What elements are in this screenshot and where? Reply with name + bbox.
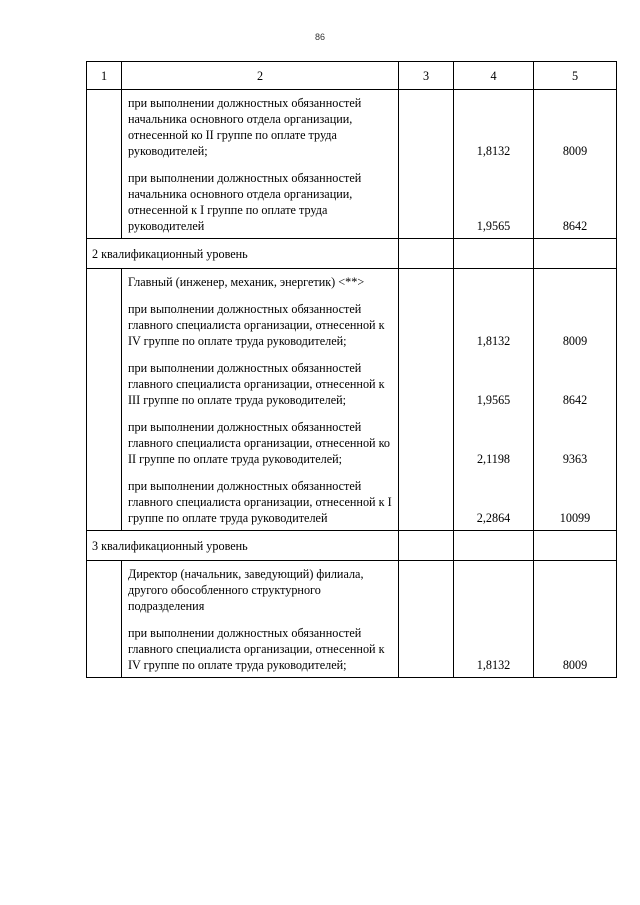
empty-cell — [534, 239, 617, 269]
coefficient-value-slot — [460, 625, 527, 673]
empty-cell — [87, 561, 122, 678]
coefficient-value-slot — [460, 478, 527, 526]
qualification-level-row — [87, 531, 617, 561]
position-title: Главный (инженер, механик, энергетик) <**> — [128, 275, 365, 289]
empty-cell — [399, 561, 454, 678]
salary-value-slot — [540, 625, 610, 673]
coefficient-value-slot — [460, 301, 527, 349]
position-description-cell — [122, 561, 399, 678]
empty-cell — [399, 269, 454, 531]
coefficient-value: 2,2864 — [476, 511, 511, 525]
empty-cell — [87, 269, 122, 531]
position-description-cell — [122, 90, 399, 239]
salary-value-slot — [540, 419, 610, 467]
salary-value: 8642 — [562, 219, 588, 233]
header-cell-3: 3 — [399, 62, 454, 90]
header-cell-2: 2 — [122, 62, 399, 90]
position-row — [87, 561, 617, 678]
empty-cell — [87, 90, 122, 239]
empty-cell — [454, 531, 534, 561]
position-title: Директор (начальник, заведующий) филиала, другого обособленного структурного подразделения — [128, 567, 364, 613]
header-cell-5: 5 — [534, 62, 617, 90]
empty-cell — [454, 239, 534, 269]
coefficient-value-slot — [460, 419, 527, 467]
coefficient-cell — [454, 269, 534, 531]
level-text: 2 квалификационный уровень — [92, 246, 248, 261]
coefficient-value-slot — [460, 170, 527, 234]
header-cell-4: 4 — [454, 62, 534, 90]
salary-cell — [534, 561, 617, 678]
salary-value-slot — [540, 478, 610, 526]
coefficient-value: 1,9565 — [476, 219, 511, 233]
qualification-level-label — [87, 531, 399, 561]
salary-value-slot — [540, 95, 610, 159]
level-text: 3 квалификационный уровень — [92, 538, 248, 553]
page-number: 86 — [314, 32, 325, 42]
empty-cell — [399, 90, 454, 239]
coefficient-value: 1,8132 — [476, 658, 511, 672]
salary-value: 8009 — [562, 144, 588, 158]
coefficient-cell — [454, 90, 534, 239]
coefficient-value-slot — [460, 360, 527, 408]
salary-value: 8009 — [562, 334, 588, 348]
coefficient-value: 1,8132 — [476, 334, 511, 348]
coefficient-value-slot — [460, 95, 527, 159]
position-row — [87, 269, 617, 531]
qualification-level-label — [87, 239, 399, 269]
salary-value-slot — [540, 170, 610, 234]
position-row — [87, 90, 617, 239]
condition-text: при выполнении должностных обязанностей начальника основного отдела организации, отнесенной ко II группе по оплате труда руководителей; — [128, 96, 362, 158]
position-description-cell — [122, 269, 399, 531]
empty-cell — [399, 239, 454, 269]
condition-text: при выполнении должностных обязанностей главного специалиста организации, отнесенной к IV группе по оплате труда руководителей; — [128, 302, 385, 348]
coefficient-cell — [454, 561, 534, 678]
condition-text: при выполнении должностных обязанностей главного специалиста организации, отнесенной к I группе по оплате труда руководителей — [128, 479, 392, 525]
condition-text: при выполнении должностных обязанностей главного специалиста организации, отнесенной ко II группе по оплате труда руководителей; — [128, 420, 391, 466]
header-row — [87, 62, 617, 90]
coefficient-value: 1,8132 — [476, 144, 511, 158]
salary-cell — [534, 269, 617, 531]
coefficient-value: 1,9565 — [476, 393, 511, 407]
salary-value-slot — [540, 360, 610, 408]
salary-table — [86, 61, 617, 678]
condition-text: при выполнении должностных обязанностей начальника основного отдела организации, отнесенной к I группе по оплате труда руководителей — [128, 171, 362, 233]
condition-text: при выполнении должностных обязанностей главного специалиста организации, отнесенной к IV группе по оплате труда руководителей; — [128, 626, 385, 672]
header-cell-1: 1 — [87, 62, 122, 90]
salary-value: 10099 — [559, 511, 591, 525]
salary-cell — [534, 90, 617, 239]
empty-cell — [399, 531, 454, 561]
salary-value: 8009 — [562, 658, 588, 672]
qualification-level-row — [87, 239, 617, 269]
salary-value: 8642 — [562, 393, 588, 407]
coefficient-value: 2,1198 — [476, 452, 511, 466]
salary-value: 9363 — [562, 452, 588, 466]
empty-cell — [534, 531, 617, 561]
salary-value-slot — [540, 301, 610, 349]
condition-text: при выполнении должностных обязанностей главного специалиста организации, отнесенной к III группе по оплате труда руководителей; — [128, 361, 385, 407]
